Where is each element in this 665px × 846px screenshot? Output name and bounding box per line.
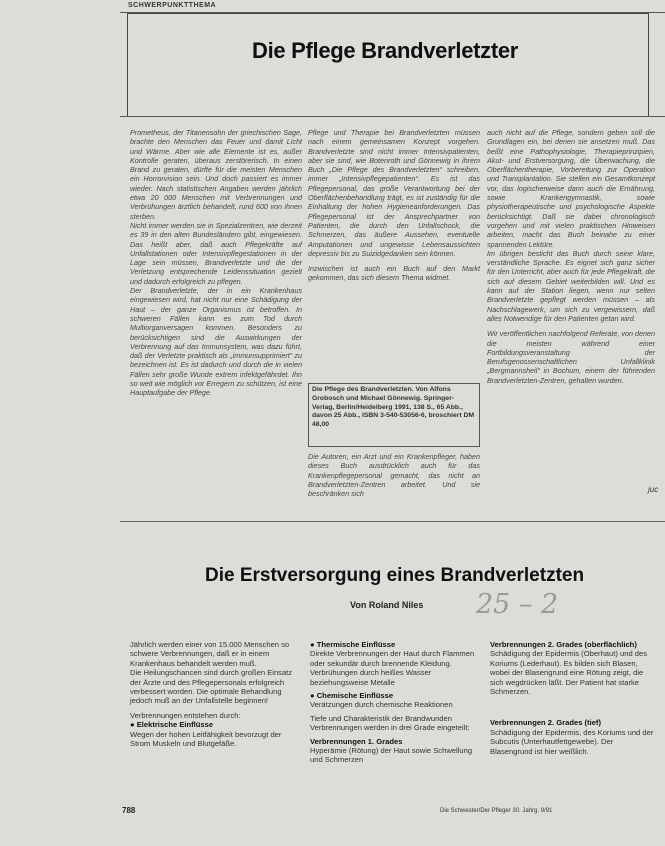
section-label: SCHWERPUNKTTHEMA [128, 2, 217, 9]
subheading: ● Chemische Einflüsse [310, 691, 394, 701]
paragraph: Wir veröffentlichen nachfolgend Referate, von denen die meisten während einer Fortbildungsveranstaltung der Berufsgenossenschaftlichen Unfallklinik „Bergmannsheil“ in Bochum, einem der führenden Brandverletzten-Zentren, gehalten wurden. [487, 329, 655, 385]
paragraph: Direkte Verbrennungen der Haut durch Flammen oder sekundär durch brennende Kleidung. Verbrühungen durch heißes Wasser beziehungsweise Metalle [310, 649, 475, 687]
paragraph: Die Heilungschancen sind durch großen Einsatz der Ärzte und des Pflegepersonals erfolgreich verbessert worden. Die optimale Behandlung jedoch muß an der Unfallstelle beginnen! [130, 668, 293, 706]
paragraph: Wegen der hohen Leitfähigkeit bevorzugt der Strom Muskeln und Blutgefäße. [130, 729, 282, 749]
paragraph: Inzwischen ist auch ein Buch auf den Markt gekommen, das sich diesem Thema widmet. [308, 264, 480, 283]
paragraph: Die Autoren, ein Arzt und ein Krankenpfleger, haben dieses Buch ausdrücklich auch für das Krankenpflegepersonal gemacht, das nicht an Brandverletzten-Zentren arbeitet. Und sie beschränken sich [308, 452, 480, 499]
article-title: Die Pflege Brandverletzter [252, 38, 519, 63]
article1-column-2-continued [308, 452, 480, 498]
paragraph: Hyperämie (Rötung) der Haut sowie Schwellung und Schmerzen [310, 746, 473, 765]
paragraph: Tiefe und Charakteristik der Brandwunden Verbrennungen werden in drei Grade eingeteilt: [310, 713, 470, 733]
paragraph: Schädigung der Epidermis, des Koriums und der Subcutis (Unterhautfettgewebe). Der Blasengrund ist hier weißlich. [490, 727, 654, 756]
paragraph: Nicht immer werden sie in Spezialzentren, wie derzeit es 39 in den alten Bundesländern gibt, eingewiesen. Das heißt aber, daß auch Pflegekräfte auf Unfallstationen oder Intensivpflegestationen in der Lage sein müssen, Brandverletzte und die der Verletzung entsprechende Leidenssituation gezielt und dadurch erfolgreich zu pflegen. [130, 220, 302, 286]
section-divider [120, 521, 665, 522]
title-rule [120, 116, 665, 117]
subheading: Verbrennungen 2. Grades (tief) [490, 718, 601, 728]
byline: Von Roland Niles [350, 600, 424, 610]
paragraph: Prometheus, der Titanensohn der griechischen Sage, brachte den Menschen das Feuer und damit Licht und Wärme. Aber wie alle Elemente ist es, außer Kontrolle geraten, überaus zerstörerisch. In einen Brand zu geraten, dürfte für die meisten Menschen ein Horrorvision sein. Und doch passiert es immer wieder. Nach statistischen Angaben werden jährlich etwa 20 000 Menschen mit Verbrennungen und Verbrühungen ärztlich behandelt, rund 600 von ihnen sterben. [130, 128, 302, 221]
article1-column-3 [487, 128, 655, 385]
article1-column-2 [308, 128, 480, 283]
subheading: Verbrennungen 2. Grades (oberflächlich) [490, 640, 637, 649]
paragraph: auch nicht auf die Pflege, sondern geben soll die Grundlagen ein, bei denen sie ansetzen muß. Das beißt eine Pathophysiologie, Therapieprinzipien, Akut- und Erstversorgung, die Überwachung, die Oberflächentherapie, Vorbereitung zur Operation und Transplantation. Sie stellen ein Gesamtkonzept vor, das logischerweise dann auch die Ernährung, sowie Krankengymnastik, sowie physiotherapeutische und psychologische Aspekte berücksichtigt. Daß sie dabei chronologisch vorgehen und mit vielen praktischen Hinweisen arbeiten, macht das Buch beinahe zu einer spannenden Lektüre. [487, 128, 655, 249]
subheading: ● Thermische Einflüsse [310, 640, 396, 649]
article2-column-3 [490, 640, 655, 756]
author-signature: juc [648, 485, 659, 494]
article2-column-1 [130, 640, 302, 748]
article2-column-2 [310, 640, 480, 765]
title-frame [127, 13, 649, 117]
paragraph: Der Brandverletzte, der in ein Krankenhaus eingewiesen wird, hat nicht nur eine Schädigung der Haut – der ganze Organismus ist betroffen. In schweren Fällen kann es zum Tod durch Multiorganversagen kommen. Besonders zu berücksichtigen sind die Auswirkungen der Verbrennung auf das Immunsystem, was dazu führt, daß der Verletzte praktisch als „immunsupprimiert“ zu bezeichnen ist. Es ist dadurch und durch die in vielen Fällen sehr große Wunde extrem infektgefährdet. Ihn so weit wie möglich vor Erregern zu schützen, ist eine Hauptaufgabe der Pflege. [130, 286, 302, 398]
paragraph: Verbrennungen entstehen durch: [130, 710, 241, 720]
paragraph: Jährlich werden einer von 15.000 Menschen so schwere Verbrennungen, daß er in einem Krankenhaus behandelt werden muß. [130, 640, 290, 668]
subheading: ● Elektrische Einflüsse [130, 720, 214, 730]
subheading: Verbrennungen 1. Grades [310, 736, 403, 746]
book-info-box: Die Pflege des Brandverletzten. Von Alfons Grobosch und Michael Gönnewig. Springer-Verlag, Berlin/Heidelberg 1991, 138 S., 65 Abb., davon 25 Abb., ISBN 3-540-53056-6, broschiert DM 48,00 [308, 383, 480, 447]
journal-footer: Die Schwester/Der Pfleger 30. Jahrg. 9/91 [440, 808, 553, 814]
handwritten-note: 25 – 2 [476, 589, 559, 620]
paragraph: Im übrigen besticht das Buch durch seine klare, verständliche Sprache. Es eignet sich ganz sicher für den Unterricht, aber auch für jede Pflegekraft, die sich auf diesem Gebiet weiterbilden will. Und es kann auf der Station liegen, wenn nur selten Brandverletzte gepflegt werden müssen – als Nachschlagewerk, um sich zu vergewissern, daß alles Notwendige für den Patienten getan wird. [487, 248, 655, 323]
paragraph: Verätzungen durch chemische Reaktionen [310, 700, 453, 710]
article2-title: Die Erstversorgung eines Brandverletzten [205, 565, 585, 586]
paragraph: Schädigung der Epidermis (Oberhaut) und des Koriums (Lederhaut). Es bilden sich Blasen, wobei der Blasengrund eine Rötung zeigt, die sich wegdrücken läßt. Der Patient hat starke Schmerzen. [490, 649, 648, 697]
article1-column-1 [130, 128, 302, 398]
page-number: 788 [122, 806, 136, 815]
paragraph: Pflege und Therapie bei Brandverletzten müssen nach einem gemeinsamen Konzept vorgehen. Brandverletzte sind nicht immer Intensivpatienten, aber sie sind, wie Botenroth und Gönnewig in ihrem Buch „Die Pflege des Brandverletzten“ schreiben, immer „Intensivpflegepatienten“. Es ist das Pflegepersonal, das große Verantwortung bei der Oberflächenbehandlung trägt, es ist zuständig für die Einhaltung der hohen Hygieneanforderungen. Das Pflegepersonal ist der Ansprechpartner von Patienten, die durch den Unfallschock, die Schmerzen, das äußere Aussehen, eventuelle Amputationen und ungewisse Lebensaussichten depressiv bis zu Suizidgedanken sein können. [308, 128, 480, 258]
